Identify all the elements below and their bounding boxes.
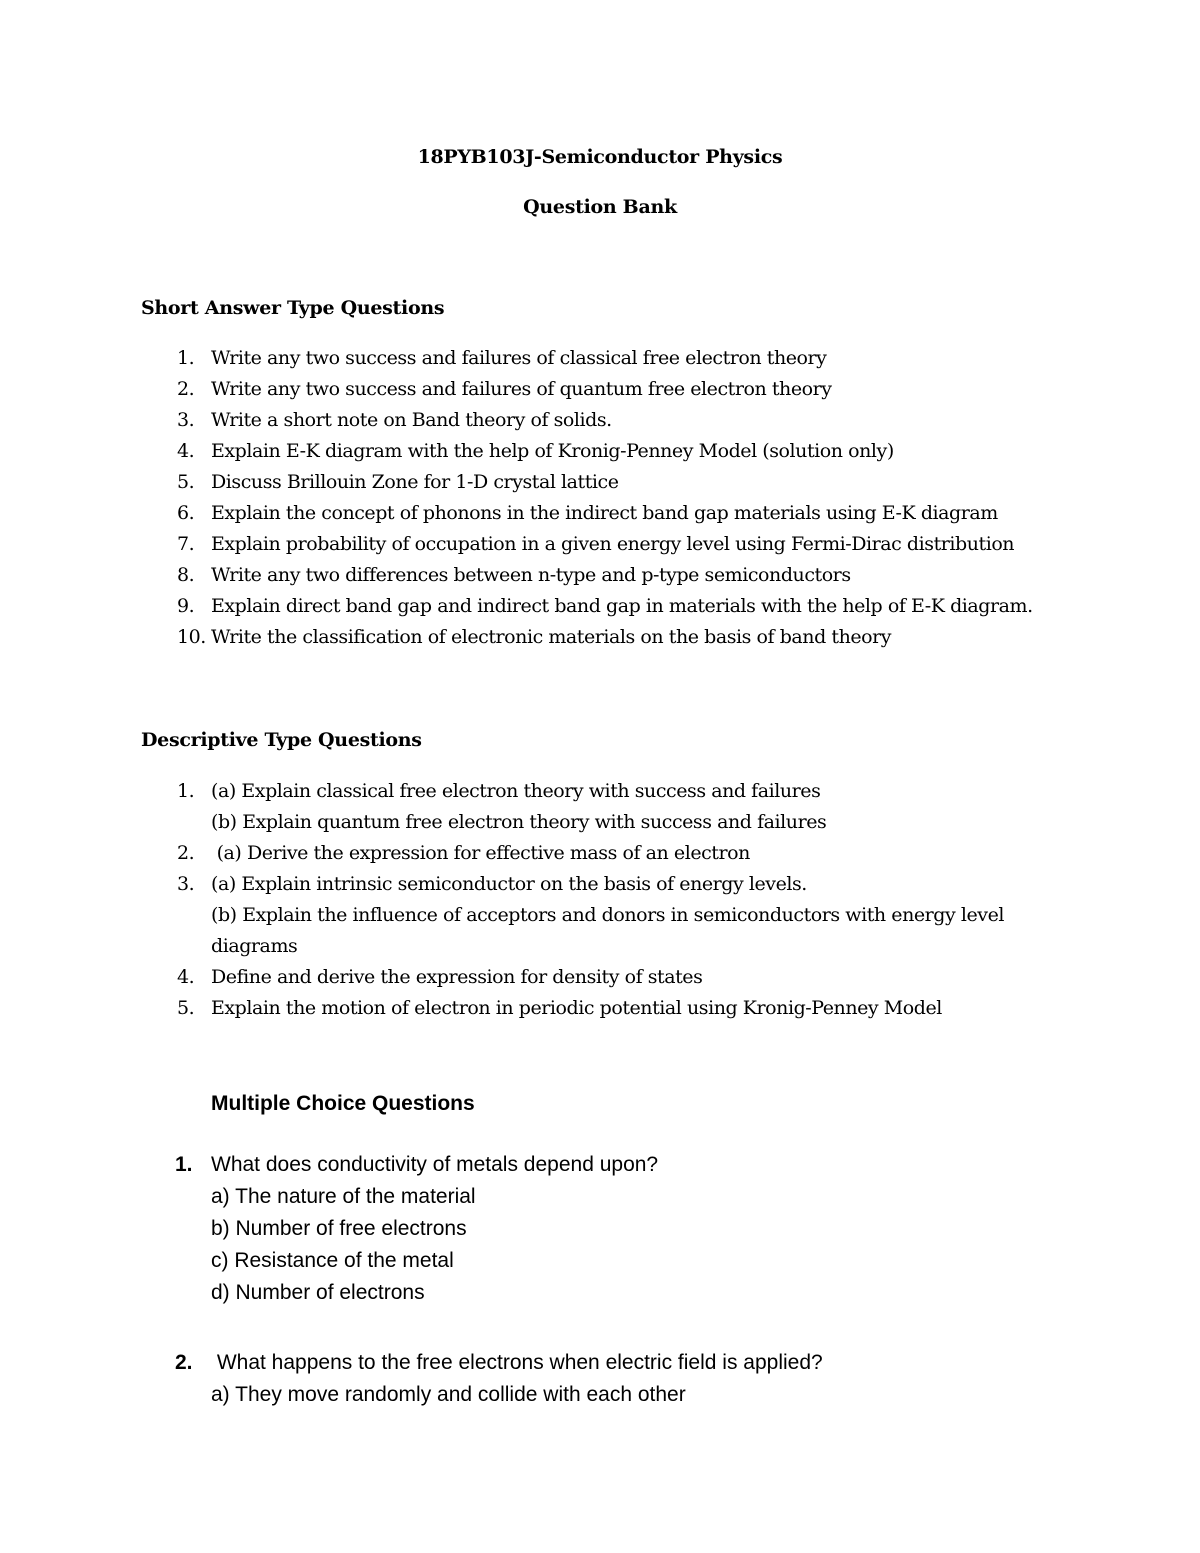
item-text: diagrams [211,935,298,957]
list-item [141,838,1004,869]
list-item [141,467,1033,498]
item-number [141,931,211,962]
list-item [141,560,1033,591]
question-text: What does conductivity of metals depend upon? [211,1153,659,1176]
item-text: Explain the concept of phonons in the indirect band gap materials using E-K diagram [211,502,998,524]
option-a: a) The nature of the material [211,1185,476,1208]
mcq-question [141,1347,823,1411]
list-item [141,869,1004,900]
item-number [141,807,211,838]
item-text: (a) Explain classical free electron theory with success and failures [211,780,821,802]
item-number: 5. [177,471,195,493]
option-c: c) Resistance of the metal [211,1249,454,1272]
list-item [141,436,1033,467]
item-number: 4. [177,440,195,462]
list-item [141,931,1004,962]
item-text: Explain direct band gap and indirect band gap in materials with the help of E-K diagram. [211,595,1033,617]
item-text: Explain probability of occupation in a given energy level using Fermi-Dirac distribution [211,533,1015,555]
item-number: 6. [177,502,195,524]
list-item [141,776,1004,807]
list-item [141,529,1033,560]
list-item [141,405,1033,436]
list-item [141,498,1033,529]
question-number: 1. [175,1153,193,1176]
option-a: a) They move randomly and collide with each other [211,1383,686,1406]
list-item [141,807,1004,838]
item-text: (b) Explain quantum free electron theory with success and failures [211,811,827,833]
option-b: b) Number of free electrons [211,1217,467,1240]
item-number: 5. [177,997,195,1019]
item-number: 2. [177,378,195,400]
question-text: What happens to the free electrons when electric field is applied? [211,1351,823,1374]
option-d: d) Number of electrons [211,1281,425,1304]
item-text: (a) Explain intrinsic semiconductor on the basis of energy levels. [211,873,807,895]
item-number: 3. [177,409,195,431]
document-title: 18PYB103J-Semiconductor Physics [417,146,783,168]
item-number: 9. [177,595,195,617]
item-text: Write any two success and failures of classical free electron theory [211,347,827,369]
item-number: 10. [177,626,206,648]
list-item [141,900,1004,931]
list-item [141,343,1033,374]
list-item [141,622,1033,653]
item-number: 2. [177,842,195,864]
item-text: (b) Explain the influence of acceptors and donors in semiconductors with energy level [211,904,1005,926]
item-text: Write a short note on Band theory of solids. [211,409,612,431]
item-text: Explain the motion of electron in periodic potential using Kronig-Penney Model [211,997,942,1019]
question-row [141,1149,658,1181]
short-answer-heading: Short Answer Type Questions [141,297,445,319]
item-text: Discuss Brillouin Zone for 1-D crystal lattice [211,471,619,493]
item-text: Write any two differences between n-type and p-type semiconductors [211,564,851,586]
item-text: Write any two success and failures of quantum free electron theory [211,378,832,400]
mcq-heading: Multiple Choice Questions [211,1092,475,1115]
question-number: 2. [175,1351,193,1374]
descriptive-list [141,776,1004,1024]
item-text: Define and derive the expression for density of states [211,966,703,988]
item-number: 8. [177,564,195,586]
list-item [141,993,1004,1024]
item-number: 1. [177,347,195,369]
item-text: (a) Derive the expression for effective mass of an electron [211,842,750,864]
item-number [141,900,211,931]
list-item [141,962,1004,993]
document-subtitle: Question Bank [523,196,677,218]
item-number: 7. [177,533,195,555]
item-number: 4. [177,966,195,988]
list-item [141,374,1033,405]
question-row [141,1347,823,1379]
item-text: Explain E-K diagram with the help of Kronig-Penney Model (solution only) [211,440,894,462]
item-text: Write the classification of electronic materials on the basis of band theory [211,626,892,648]
mcq-question [141,1149,658,1309]
list-item [141,591,1033,622]
item-number: 1. [177,780,195,802]
item-number: 3. [177,873,195,895]
descriptive-heading: Descriptive Type Questions [141,729,422,751]
short-answer-list [141,343,1033,653]
